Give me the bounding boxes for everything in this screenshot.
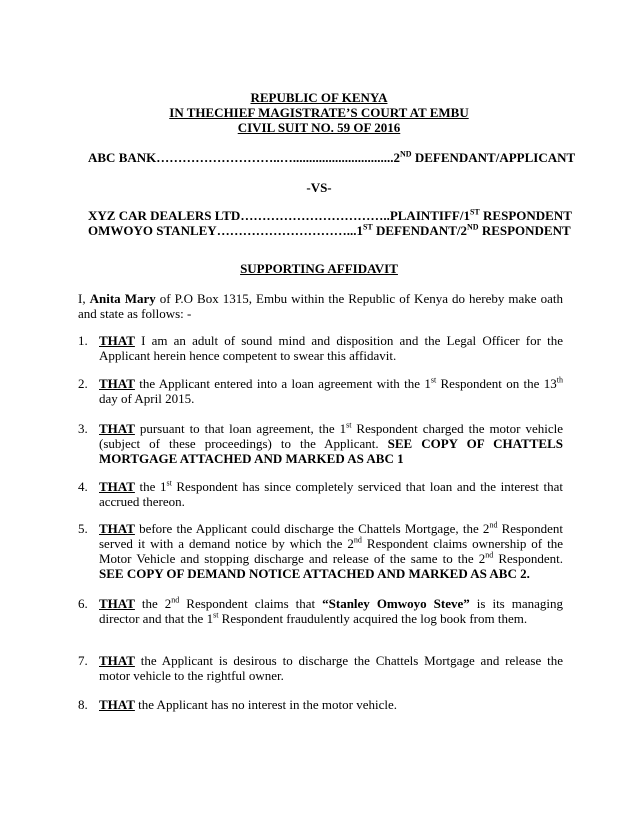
party-abc-role: DEFENDANT/APPLICANT	[411, 150, 576, 165]
versus-marker: -VS-	[306, 180, 332, 195]
header-case-number: CIVIL SUIT NO. 59 OF 2016	[237, 120, 401, 135]
item-text: THAT the Applicant entered into a loan agreement with the 1st Respondent on the 13th day of April 2015.	[99, 375, 563, 406]
intro-paragraph: I, Anita Mary of P.O Box 1315, Embu within the Republic of Kenya do hereby make oath and state as follows: -	[78, 291, 563, 321]
item-text: THAT before the Applicant could discharge the Chattels Mortgage, the 2nd Respondent served it with a demand notice by which the 2nd Respondent claims ownership of the Motor Vehicle and stopping discharge and release of the same to the 2nd Respondent. SEE COPY OF DEMAND NOTICE ATTACHED AND MARKED AS ABC 2.	[99, 520, 564, 581]
item-number: 3.	[78, 421, 88, 436]
deponent-name: Anita Mary	[89, 291, 156, 306]
item-text: THAT the Applicant has no interest in the motor vehicle.	[99, 697, 397, 712]
party-omwoyo-stanley: OMWOYO STANLEY…………………………...1ST DEFENDANT/2ND RESPONDENT	[88, 222, 571, 238]
party-omwoyo-name: OMWOYO STANLEY	[88, 223, 217, 238]
item-text: THAT the Applicant is desirous to discharge the Chattels Mortgage and release the motor vehicle to the rightful owner.	[99, 653, 563, 683]
item-text: THAT the 1st Respondent has since completely serviced that loan and the interest that accrued thereon.	[99, 478, 563, 509]
party-omwoyo-dots: …………………………...	[216, 223, 357, 238]
party-xyz-name: XYZ CAR DEALERS LTD	[88, 208, 241, 223]
party-abc-dots: ………………………..…...............................	[156, 150, 394, 165]
item-number: 5.	[78, 521, 88, 536]
director-name: “Stanley Omwoyo Steve”	[322, 596, 470, 611]
party-abc-bank: ABC BANK………………………..…...............................2ND DEFENDANT/APPLICANT	[88, 149, 576, 165]
item-text: THAT pursuant to that loan agreement, the 1st Respondent charged the motor vehicle (subject of these proceedings) to the Applicant. SEE COPY OF CHATTELS MORTGAGE ATTACHED AND MARKED AS ABC 1	[99, 420, 563, 466]
item-number: 6.	[78, 596, 88, 611]
exhibit-abc1: SEE COPY OF CHATTELS MORTGAGE ATTACHED AND MARKED AS ABC 1	[99, 436, 563, 466]
header-court: IN THECHIEF MAGISTRATE’S COURT AT EMBU	[169, 105, 469, 120]
item-number: 2.	[78, 376, 88, 391]
item-number: 8.	[78, 697, 88, 712]
item-number: 7.	[78, 653, 88, 668]
party-xyz-dots: ……………………………..	[240, 208, 390, 223]
party-abc-name: ABC BANK	[88, 150, 157, 165]
party-omwoyo-role: RESPONDENT	[478, 223, 571, 238]
document-title: SUPPORTING AFFIDAVIT	[240, 261, 398, 276]
item-text: THAT the 2nd Respondent claims that “Stanley Omwoyo Steve” is its managing director and that the 1st Respondent fraudulently acquired the log book from them.	[99, 595, 564, 626]
header-country: REPUBLIC OF KENYA	[250, 90, 388, 105]
item-number: 1.	[78, 333, 88, 348]
item-number: 4.	[78, 479, 88, 494]
exhibit-abc2: SEE COPY OF DEMAND NOTICE ATTACHED AND MARKED AS ABC 2.	[99, 566, 530, 581]
party-xyz-car-dealers: XYZ CAR DEALERS LTD……………………………..PLAINTIFF/1ST RESPONDENT	[88, 207, 572, 223]
party-xyz-role: RESPONDENT	[479, 208, 572, 223]
item-text: THAT I am an adult of sound mind and disposition and the Legal Officer for the Applicant herein hence competent to swear this affidavit.	[99, 333, 563, 363]
